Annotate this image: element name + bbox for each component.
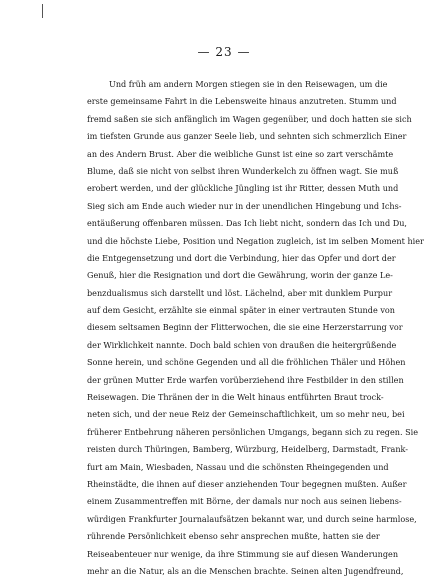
text-line: fremd saßen sie sich anfänglich im Wagen gegenüber, und doch hatten sie sich: [87, 113, 412, 124]
corner-mark: [42, 4, 43, 18]
text-line: furt am Main, Wiesbaden, Nassau und die schönsten Rheingegenden und: [87, 461, 389, 472]
text-line: reisten durch Thüringen, Bamberg, Würzburg, Heidelberg, Darmstadt, Frank-: [87, 444, 409, 455]
text-line: Rheinstädte, die ihnen auf dieser anziehenden Tour begegnen mußten. Außer: [87, 478, 407, 489]
body-text: [87, 76, 424, 580]
text-line: diesem seltsamen Beginn der Flitterwochen, die sie eine Herzerstarrung vor: [87, 322, 403, 333]
text-line: auf dem Gesicht, erzählte sie einmal später in einer vertrauten Stunde von: [87, 305, 395, 316]
text-line: Sieg sich am Ende auch wieder nur in der unendlichen Hingebung und Ichs-: [87, 200, 402, 211]
text-line: die Entgegensetzung und dort die Verbindung, hier das Opfer und dort der: [87, 252, 396, 263]
text-line: erste gemeinsame Fahrt in die Lebensweite hinaus anzutreten. Stumm und: [87, 96, 397, 107]
text-line: früherer Entbehrung näheren persönlichen Umgangs, begann sich zu regen. Sie: [87, 426, 419, 437]
text-line: der grünen Mutter Erde warfen vorüberziehend ihre Festbilder in den stillen: [87, 374, 404, 385]
text-line: mehr an die Natur, als an die Menschen brachte. Seinen alten Jugendfreund,: [87, 565, 404, 576]
text-line: einem Zusammentreffen mit Börne, der damals nur noch aus seinen liebens-: [87, 496, 402, 507]
text-line: der Wirklichkeit nannte. Doch bald schien von draußen die heitergrüßende: [87, 339, 397, 350]
text-line: im tiefsten Grunde aus ganzer Seele lieb, und sehnten sich schmerzlich Einer: [87, 131, 407, 142]
text-line: Blume, daß sie nicht von selbst ihren Wunderkelch zu öffnen wagt. Sie muß: [87, 165, 399, 176]
text-line: benzdualismus sich darstellt und löst. Lächelnd, aber mit dunklem Purpur: [87, 287, 393, 298]
text-line: erobert werden, und der glückliche Jüngling ist ihr Ritter, dessen Muth und: [87, 183, 399, 194]
text-line: Und früh am andern Morgen stiegen sie in den Reisewagen, um die: [109, 79, 388, 89]
text-line: Reisewagen. Die Thränen der in die Welt hinaus entführten Braut trock-: [87, 392, 384, 403]
text-line: rührende Persönlichkeit ebenso sehr ansprechen mußte, hatten sie der: [87, 531, 380, 542]
page-number: — 23 —: [197, 45, 251, 59]
text-line: Genuß, hier die Resignation und dort die Gewährung, worin der ganze Le-: [87, 270, 393, 281]
text-line: würdigen Frankfurter Journalaufsätzen bekannt war, und durch seine harmlose,: [87, 513, 417, 524]
text-line: Reiseabenteuer nur wenige, da ihre Stimmung sie auf diesen Wanderungen: [87, 548, 399, 559]
text-line: und die höchste Liebe, Position und Negation zugleich, ist im selben Moment hier: [87, 235, 424, 246]
text-line: neten sich, und der neue Reiz der Gemeinschaftlichkeit, um so mehr neu, bei: [87, 409, 405, 420]
text-line: entäußerung offenbaren müssen. Das Ich liebt nicht, sondern das Ich und Du,: [87, 218, 407, 229]
text-line: an des Andern Brust. Aber die weibliche Gunst ist eine so zart verschämte: [87, 148, 394, 159]
text-line: Sonne herein, und schöne Gegenden und all die fröhlichen Thäler und Höhen: [87, 357, 406, 368]
